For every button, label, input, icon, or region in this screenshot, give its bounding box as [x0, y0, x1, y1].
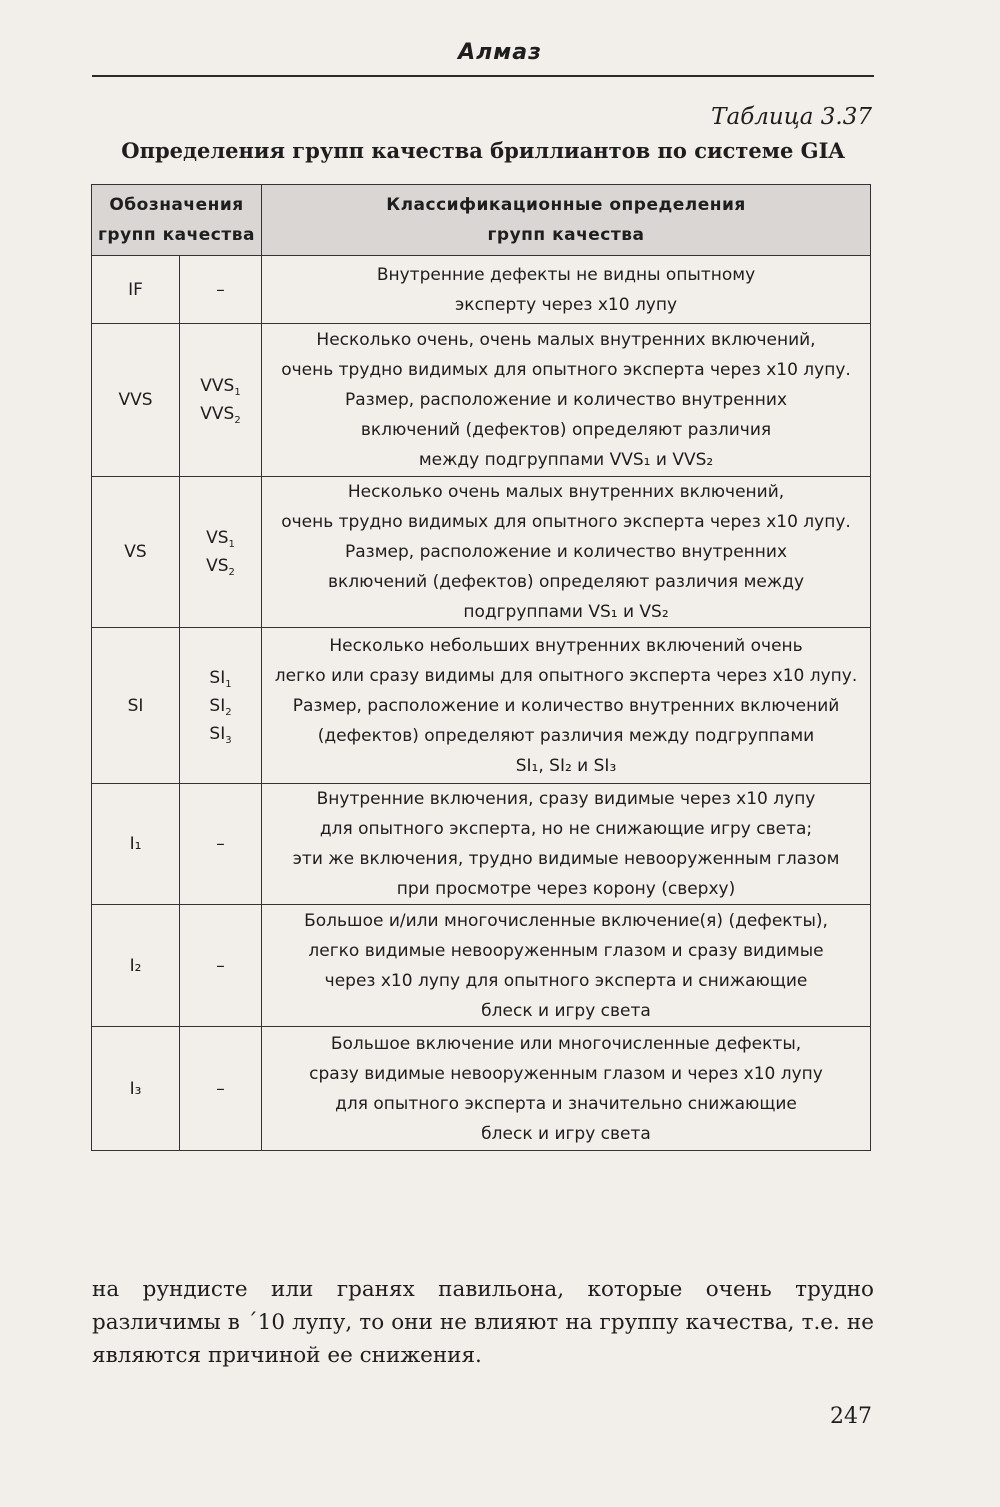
definition-line: эксперту через x10 лупу — [454, 294, 678, 315]
table-title: Определения групп качества бриллиантов по системе GIA — [121, 138, 845, 163]
definition-line: легко видимые невооруженным глазом и сразу видимые — [308, 940, 824, 961]
subgroup-code — [186, 372, 255, 400]
definition-line: очень трудно видимых для опытного эксперта через x10 лупу. — [281, 360, 851, 380]
subgroup-base: – — [216, 955, 225, 976]
body-paragraph: на рундисте или гранях павильона, которые очень трудно различимы в ´10 лупу, то они не влияют на группу качества, т.е. не являются причиной ее снижения. — [92, 1277, 874, 1368]
header-definition — [262, 185, 871, 256]
subgroup-code — [186, 1075, 255, 1103]
subgroup-codes — [180, 1027, 262, 1151]
header-group-designation — [92, 185, 262, 256]
subgroup-index: 1 — [234, 387, 241, 398]
subgroup-codes — [180, 905, 262, 1027]
definition-line: через x10 лупу для опытного эксперта и снижающие — [324, 970, 808, 991]
group-definition — [262, 1027, 871, 1151]
group-definition — [262, 256, 871, 324]
subgroup-code — [186, 276, 255, 304]
header-line: Обозначения — [109, 195, 244, 215]
subgroup-index: 1 — [225, 678, 232, 690]
subgroup-base: VVS — [200, 376, 235, 396]
group-definition — [262, 784, 871, 905]
subgroup-code — [186, 830, 255, 858]
group-code: IF — [92, 256, 180, 324]
definition-line: включений (дефектов) определяют различия — [360, 420, 772, 440]
definition-line: очень трудно видимых для опытного эксперта через x10 лупу. — [281, 512, 851, 532]
subgroup-index: 2 — [234, 415, 241, 426]
subgroup-code — [186, 720, 255, 748]
definition-line: Размер, расположение и количество внутренних — [344, 390, 788, 410]
subgroup-index: 2 — [225, 706, 232, 718]
table-row — [92, 905, 871, 1027]
definition-line: между подгруппами VVS₁ и VVS₂ — [418, 450, 714, 470]
page-number: 247 — [830, 1404, 872, 1429]
header-line: групп качества — [487, 225, 645, 245]
definition-line: Несколько очень малых внутренних включений, — [347, 482, 785, 502]
definition-line: Большое и/или многочисленные включение(я) (дефекты), — [304, 910, 828, 931]
subgroup-codes — [180, 256, 262, 324]
subgroup-base: SI — [209, 695, 226, 716]
subgroup-codes — [180, 784, 262, 905]
subgroup-code — [186, 692, 255, 720]
definition-line: легко или сразу видимы для опытного эксперта через x10 лупу. — [274, 665, 858, 686]
definition-line: блеск и игру света — [481, 1123, 651, 1144]
definition-line: для опытного эксперта и значительно снижающие — [335, 1093, 797, 1114]
header-rule — [92, 75, 874, 77]
definition-line: Размер, расположение и количество внутренних включений — [292, 695, 840, 716]
table-body — [92, 256, 871, 1151]
group-definition — [262, 905, 871, 1027]
definition-line: сразу видимые невооруженным глазом и через x10 лупу — [309, 1063, 823, 1084]
definition-line: при просмотре через корону (сверху) — [396, 879, 736, 899]
subgroup-base: – — [216, 1078, 225, 1099]
definition-line: подгруппами VS₁ и VS₂ — [463, 602, 669, 622]
table-header-row — [92, 185, 871, 256]
subgroup-code — [186, 524, 255, 552]
group-definition — [262, 477, 871, 628]
subgroup-codes — [180, 324, 262, 477]
definition-line: Несколько небольших внутренних включений очень — [329, 635, 803, 656]
table-row — [92, 628, 871, 784]
definition-line: Большое включение или многочисленные дефекты, — [330, 1033, 802, 1054]
group-definition — [262, 324, 871, 477]
subgroup-code — [186, 664, 255, 692]
definition-line: для опытного эксперта, но не снижающие игру света; — [319, 819, 813, 839]
subgroup-index: 3 — [225, 734, 232, 746]
subgroup-base: – — [216, 279, 225, 300]
definition-line: Размер, расположение и количество внутренних — [344, 542, 788, 562]
subgroup-base: – — [216, 834, 225, 854]
definition-line: SI₁, SI₂ и SI₃ — [515, 755, 617, 776]
group-code: I₂ — [92, 905, 180, 1027]
subgroup-code — [186, 400, 255, 428]
subgroup-codes — [180, 477, 262, 628]
table-row — [92, 1027, 871, 1151]
running-head: Алмаз — [458, 40, 542, 65]
header-line: групп качества — [98, 225, 255, 245]
table-number: Таблица 3.37 — [711, 104, 872, 130]
subgroup-base: SI — [209, 667, 226, 688]
header-line: Классификационные определения — [386, 195, 746, 215]
table-row — [92, 256, 871, 324]
definition-line: Несколько очень, очень малых внутренних включений, — [316, 330, 816, 350]
subgroup-code — [186, 552, 255, 580]
table-row — [92, 477, 871, 628]
definition-line: Внутренние дефекты не видны опытному — [376, 264, 756, 285]
grade-table — [91, 184, 871, 1151]
group-code: I₃ — [92, 1027, 180, 1151]
definition-line: (дефектов) определяют различия между подгруппами — [317, 725, 815, 746]
definition-line: эти же включения, трудно видимые невооруженным глазом — [292, 849, 840, 869]
definition-line: Внутренние включения, сразу видимые через x10 лупу — [316, 789, 816, 809]
subgroup-base: SI — [209, 723, 226, 744]
subgroup-base: VS — [206, 528, 229, 548]
table-row — [92, 784, 871, 905]
group-code: VVS — [92, 324, 180, 477]
subgroup-index: 2 — [228, 567, 235, 578]
group-code: VS — [92, 477, 180, 628]
group-code: SI — [92, 628, 180, 784]
group-code: I₁ — [92, 784, 180, 905]
subgroup-base: VS — [206, 556, 229, 576]
subgroup-code — [186, 952, 255, 980]
group-definition — [262, 628, 871, 784]
subgroup-base: VVS — [200, 404, 235, 424]
definition-line: блеск и игру света — [481, 1000, 651, 1021]
definition-line: включений (дефектов) определяют различия между — [327, 572, 805, 592]
subgroup-index: 1 — [228, 539, 235, 550]
table-row — [92, 324, 871, 477]
subgroup-codes — [180, 628, 262, 784]
